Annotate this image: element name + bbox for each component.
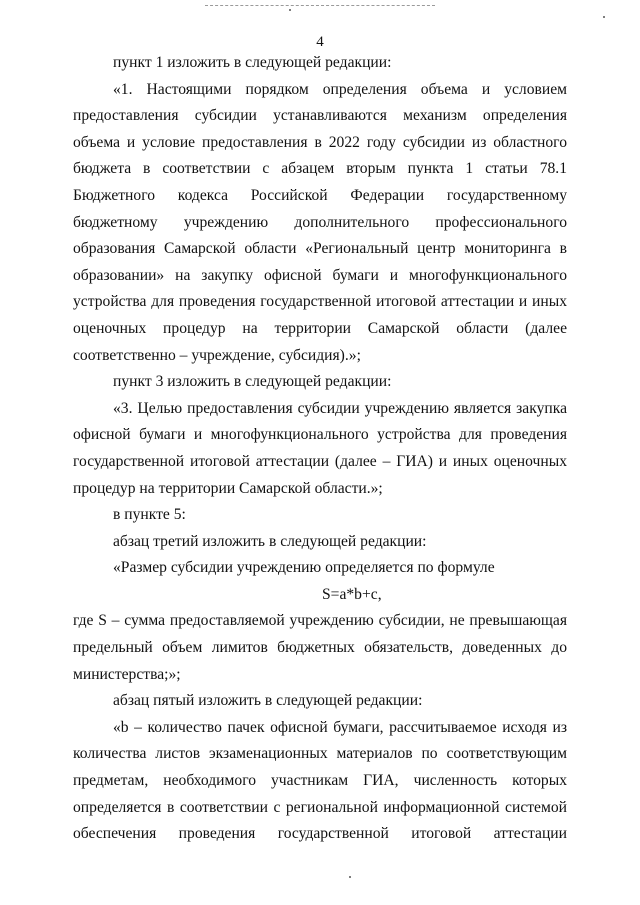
paragraph: в пункте 5: (113, 506, 186, 524)
paragraph: «Размер субсидии учреждению определяется по формуле (113, 559, 495, 577)
page-number: 4 (316, 34, 324, 50)
paragraph: пункт 3 изложить в следующей редакции: (113, 373, 392, 391)
paragraph: «b – количество пачек офисной бумаги, рассчитываемое исходя из количества листов экзаменационных материалов по соответствующим предметам, необходимого участникам ГИА, численность которых определяется в соответствии с региональной информационной системой обеспечения проведения государственной итоговой аттестации (73, 718, 567, 843)
paragraph: абзац пятый изложить в следующей редакции: (113, 692, 423, 710)
formula: S=a*b+c, (322, 585, 382, 603)
paragraph: «3. Целью предоставления субсидии учреждению является закупка офисной бумаги и многофункционального устройства для проведения государственной итоговой аттестации (далее – ГИА) и иных оценочных процедур на территории Самарской области.»; (73, 399, 567, 497)
scan-speck (603, 16, 605, 18)
paragraph: пункт 1 изложить в следующей редакции: (113, 54, 392, 71)
paragraph: абзац третий изложить в следующей редакции: (113, 532, 427, 550)
paragraph: где S – сумма предоставляемой учреждению субсидии, не превышающая предельный объем лимитов бюджетных обязательств, доведенных до министерства;»; (73, 612, 567, 683)
scan-speck (289, 9, 291, 11)
scan-speck (349, 876, 351, 878)
scan-top-border (205, 5, 435, 6)
document-body (73, 50, 567, 848)
paragraph: «1. Настоящими порядком определения объема и условием предоставления субсидии устанавливаются механизм определения объема и условие предоставления в 2022 году субсидии из областного бюджета в соответствии с абзацем вторым пункта 1 статьи 78.1 Бюджетного кодекса Российской Федерации государственному бюджетному учреждению дополнительного профессионального образования Самарской области «Региональный центр мониторинга в образовании» на закупку офисной бумаги и многофункционального устройства для проведения государственной итоговой аттестации и иных оценочных процедур на территории Самарской области (далее соответственно – учреждение, субсидия).»; (73, 80, 567, 364)
